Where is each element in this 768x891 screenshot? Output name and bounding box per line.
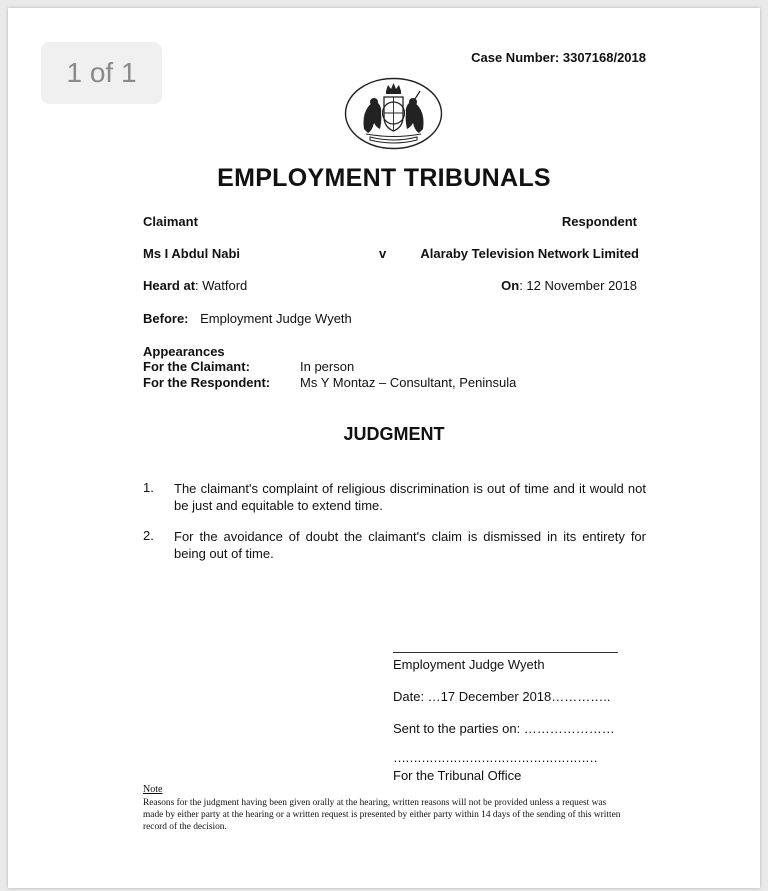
before-row <box>143 311 352 326</box>
document-title: EMPLOYMENT TRIBUNALS <box>217 164 551 192</box>
paragraph-1-number: 1. <box>143 480 154 495</box>
case-number: Case Number: 3307168/2018 <box>471 50 646 65</box>
royal-coat-of-arms-icon <box>344 77 443 150</box>
heard-at-label: Heard at <box>143 278 196 293</box>
claimant-name: Ms I Abdul Nabi <box>143 246 241 261</box>
for-claimant-value: In person <box>300 359 355 374</box>
on-value: : 12 November 2018 <box>519 278 637 293</box>
for-respondent-label: For the Respondent: <box>143 375 271 390</box>
tribunal-office: For the Tribunal Office <box>393 768 522 783</box>
note-text: Reasons for the judgment having been given orally at the hearing, written reasons will not be provided unless a request was made by either party at the hearing or a written request is presented by either party within 14 days of the sending of this written record of the decision. <box>143 798 621 832</box>
claimant-label: Claimant <box>143 214 198 229</box>
for-claimant-label: For the Claimant: <box>143 359 250 374</box>
paragraph-2-text: For the avoidance of doubt the claimant's claim is dismissed in its entirety for being out of time. <box>174 529 646 561</box>
on-label: On <box>501 278 520 293</box>
judgment-heading: JUDGMENT <box>343 424 445 444</box>
versus-label: v <box>379 246 387 261</box>
note-heading: Note <box>143 784 163 795</box>
signature-name: Employment Judge Wyeth <box>393 657 545 672</box>
appearances-label: Appearances <box>143 344 225 359</box>
respondent-name: Alaraby Television Network Limited <box>420 246 639 261</box>
page-indicator: 1 of 1 <box>41 42 162 104</box>
respondent-label: Respondent <box>561 214 637 229</box>
before-value: Employment Judge Wyeth <box>200 311 352 326</box>
for-respondent-value: Ms Y Montaz – Consultant, Peninsula <box>300 375 517 390</box>
paragraph-1-text: The claimant's complaint of religious discrimination is out of time and it would not be just and equitable to extend time. <box>174 481 646 513</box>
hearing-date <box>501 278 637 293</box>
tribunal-signature-dots: …………………………………………… <box>393 750 597 765</box>
signature-line <box>393 652 618 653</box>
judgment-date: Date: …17 December 2018………….. <box>393 689 611 704</box>
sent-to-parties: Sent to the parties on: ………………… <box>393 721 615 736</box>
heard-at <box>143 278 247 293</box>
heard-at-value: : Watford <box>195 278 248 293</box>
paragraph-2-number: 2. <box>143 528 154 543</box>
before-label: Before: <box>143 311 189 326</box>
